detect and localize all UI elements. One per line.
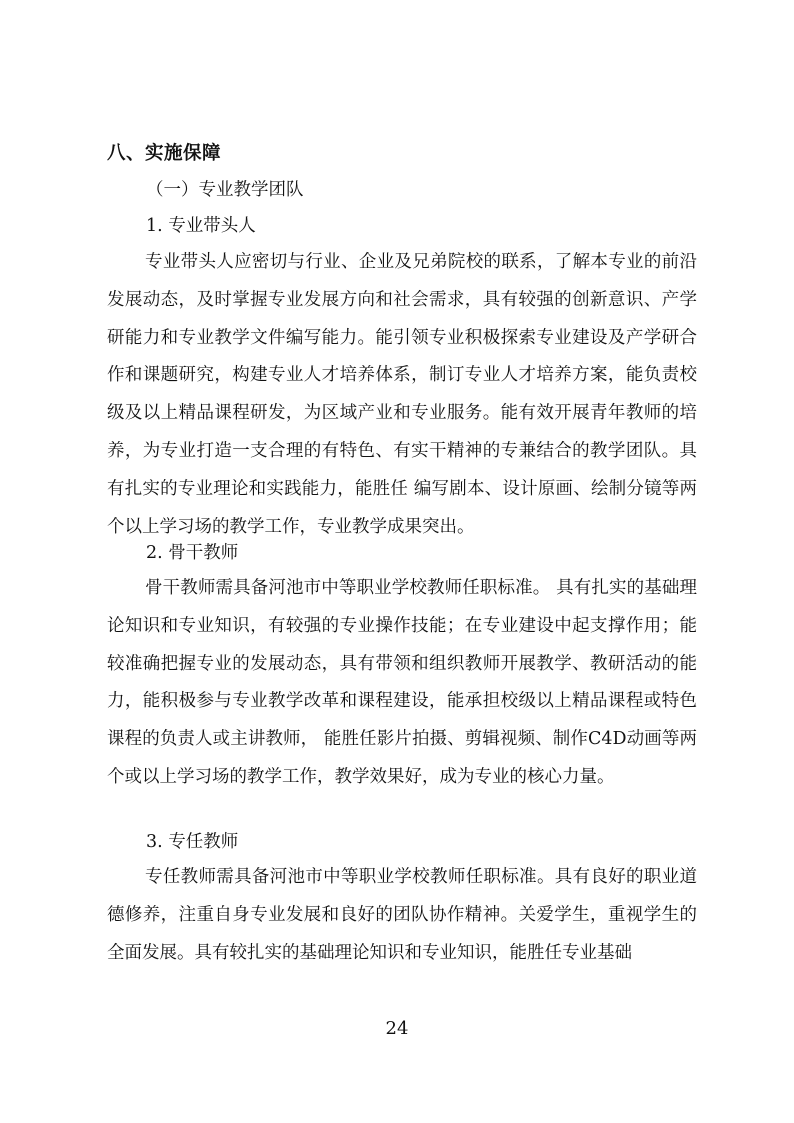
item-heading-leader: 1. 专业带头人: [146, 216, 256, 236]
section-heading: 八、实施保障: [107, 143, 222, 164]
paragraph-backbone: 骨干教师需具备河池市中等职业学校教师任职标准。 具有扎实的基础理论知识和专业知识，有较强的专业操作技能；在专业建设中起支撑作用；能较准确把握专业的发展动态，具有带领和组织教师开展教学、教研活动的能力，能积极参与专业教学改革和课程建设，能承担校级以上精品课程或特色课程的负责人或主讲教师， 能胜任影片拍摄、剪辑视频、制作C4D动画等两个或以上学习场的教学工作，教学效果好，成为专业的核心力量。: [107, 578, 697, 787]
item-heading-backbone: 2. 骨干教师: [146, 543, 239, 563]
item-heading-fulltime: 3. 专任教师: [146, 832, 239, 852]
paragraph-fulltime: 专任教师需具备河池市中等职业学校教师任职标准。具有良好的职业道德修养，注重自身专业发展和良好的团队协作精神。关爱学生，重视学生的全面发展。具有较扎实的基础理论知识和专业知识，能胜任专业基础: [107, 867, 697, 963]
subsection-heading: （一）专业教学团队: [146, 180, 304, 200]
paragraph-leader: 专业带头人应密切与行业、企业及兄弟院校的联系，了解本专业的前沿发展动态，及时掌握专业发展方向和社会需求，具有较强的创新意识、产学研能力和专业教学文件编写能力。能引领专业积极探索专业建设及产学研合作和课题研究，构建专业人才培养体系，制订专业人才培养方案，能负责校级及以上精品课程研发，为区域产业和专业服务。能有效开展青年教师的培养，为专业打造一支合理的有特色、有实干精神的专兼结合的教学团队。具有扎实的专业理论和实践能力，能胜任 编写剧本、设计原画、绘制分镜等两个以上学习场的教学工作，专业教学成果突出。: [107, 252, 697, 537]
page-number: 24: [385, 1018, 409, 1039]
